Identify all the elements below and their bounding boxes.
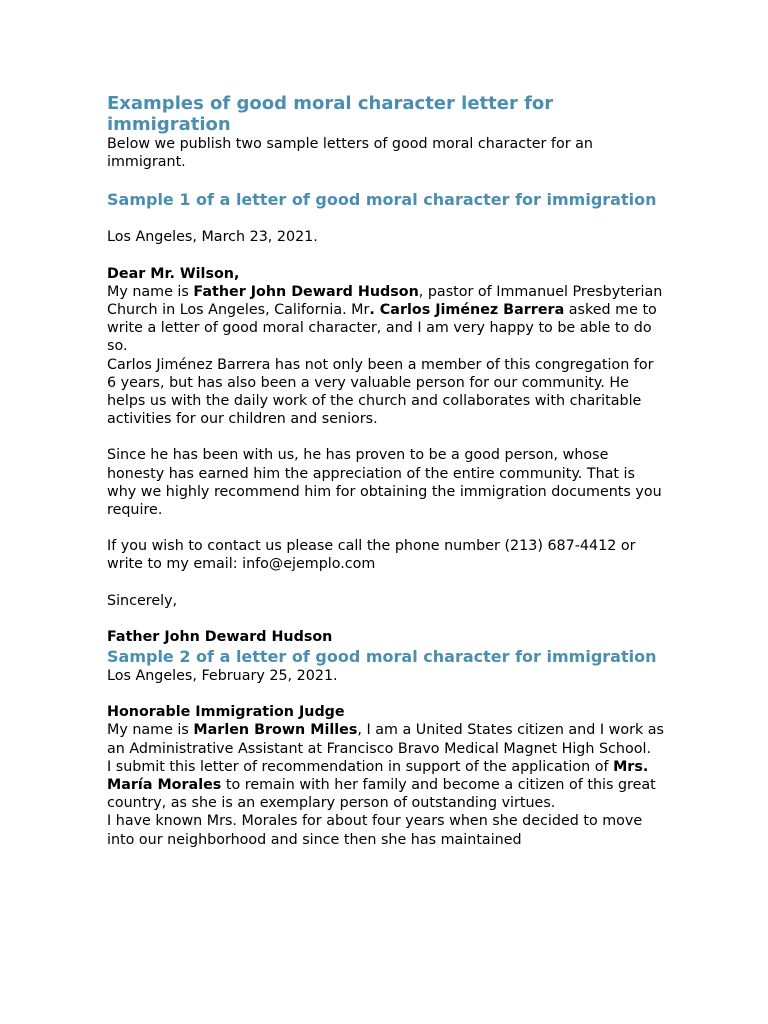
sample1-paragraph-4: If you wish to contact us please call the phone number (213) 687-4412 or write to my email: info@ejemplo.com	[107, 538, 636, 573]
text-run: to remain with her family and become a citizen of this great country, as she is an exemplary person of outstanding virtues.	[107, 777, 656, 812]
sample1-date: Los Angeles, March 23, 2021.	[107, 229, 318, 246]
author-name: Father John Deward Hudson	[193, 283, 419, 300]
salutation-text: Dear Mr. Wilson,	[107, 265, 240, 282]
sample2-salutation	[107, 703, 667, 721]
sample1-paragraph-3: Since he has been with us, he has proven to be a good person, whose honesty has earned him the appreciation of the entire community. That is why we highly recommend him for obtaining the immigration documents you require.	[107, 447, 662, 519]
text-run: , I am a United States citizen and I work as an Administrative Assistant at Francisco Bravo Medical Magnet High School.	[107, 722, 664, 757]
sample1-paragraph-1	[107, 283, 667, 356]
sample2-paragraph-3: I have known Mrs. Morales for about four years when she decided to move into our neighborhood and since then she has maintained	[107, 813, 643, 848]
sample2-date: Los Angeles, February 25, 2021.	[107, 668, 338, 685]
sample1-heading: Sample 1 of a letter of good moral character for immigration	[107, 190, 657, 210]
subject-name: . Carlos Jiménez Barrera	[369, 302, 565, 319]
page-title: Examples of good moral character letter for immigration	[107, 93, 554, 135]
sample1-signature	[107, 628, 667, 646]
text-run: I submit this letter of recommendation in support of the application of	[107, 758, 614, 775]
sample2-paragraph-1	[107, 721, 667, 757]
author-name: Marlen Brown Milles	[193, 722, 358, 739]
sample2-paragraph-2	[107, 758, 667, 813]
sample1-closing: Sincerely,	[107, 592, 178, 609]
subject-name: Mrs. María Morales	[107, 758, 649, 794]
intro-text: Below we publish two sample letters of good moral character for an immigrant.	[107, 136, 593, 171]
sample1-paragraph-2: Carlos Jiménez Barrera has not only been a member of this congregation for 6 years, but has also been a very valuable person for our community. He helps us with the daily work of the church and collaborates with charitable activities for our children and seniors.	[107, 356, 654, 428]
salutation-text: Honorable Immigration Judge	[107, 704, 345, 721]
text-run: My name is	[107, 722, 194, 739]
sample1-salutation	[107, 265, 667, 283]
text-run: asked me to write a letter of good moral character, and I am very happy to be able to do so.	[107, 302, 657, 355]
sample2-heading: Sample 2 of a letter of good moral character for immigration	[107, 647, 657, 667]
signature-name: Father John Deward Hudson	[107, 628, 333, 645]
document-page	[107, 93, 667, 849]
text-run: My name is	[107, 283, 194, 300]
text-run: , pastor of Immanuel Presbyterian Church in Los Angeles, California. Mr	[107, 283, 663, 319]
